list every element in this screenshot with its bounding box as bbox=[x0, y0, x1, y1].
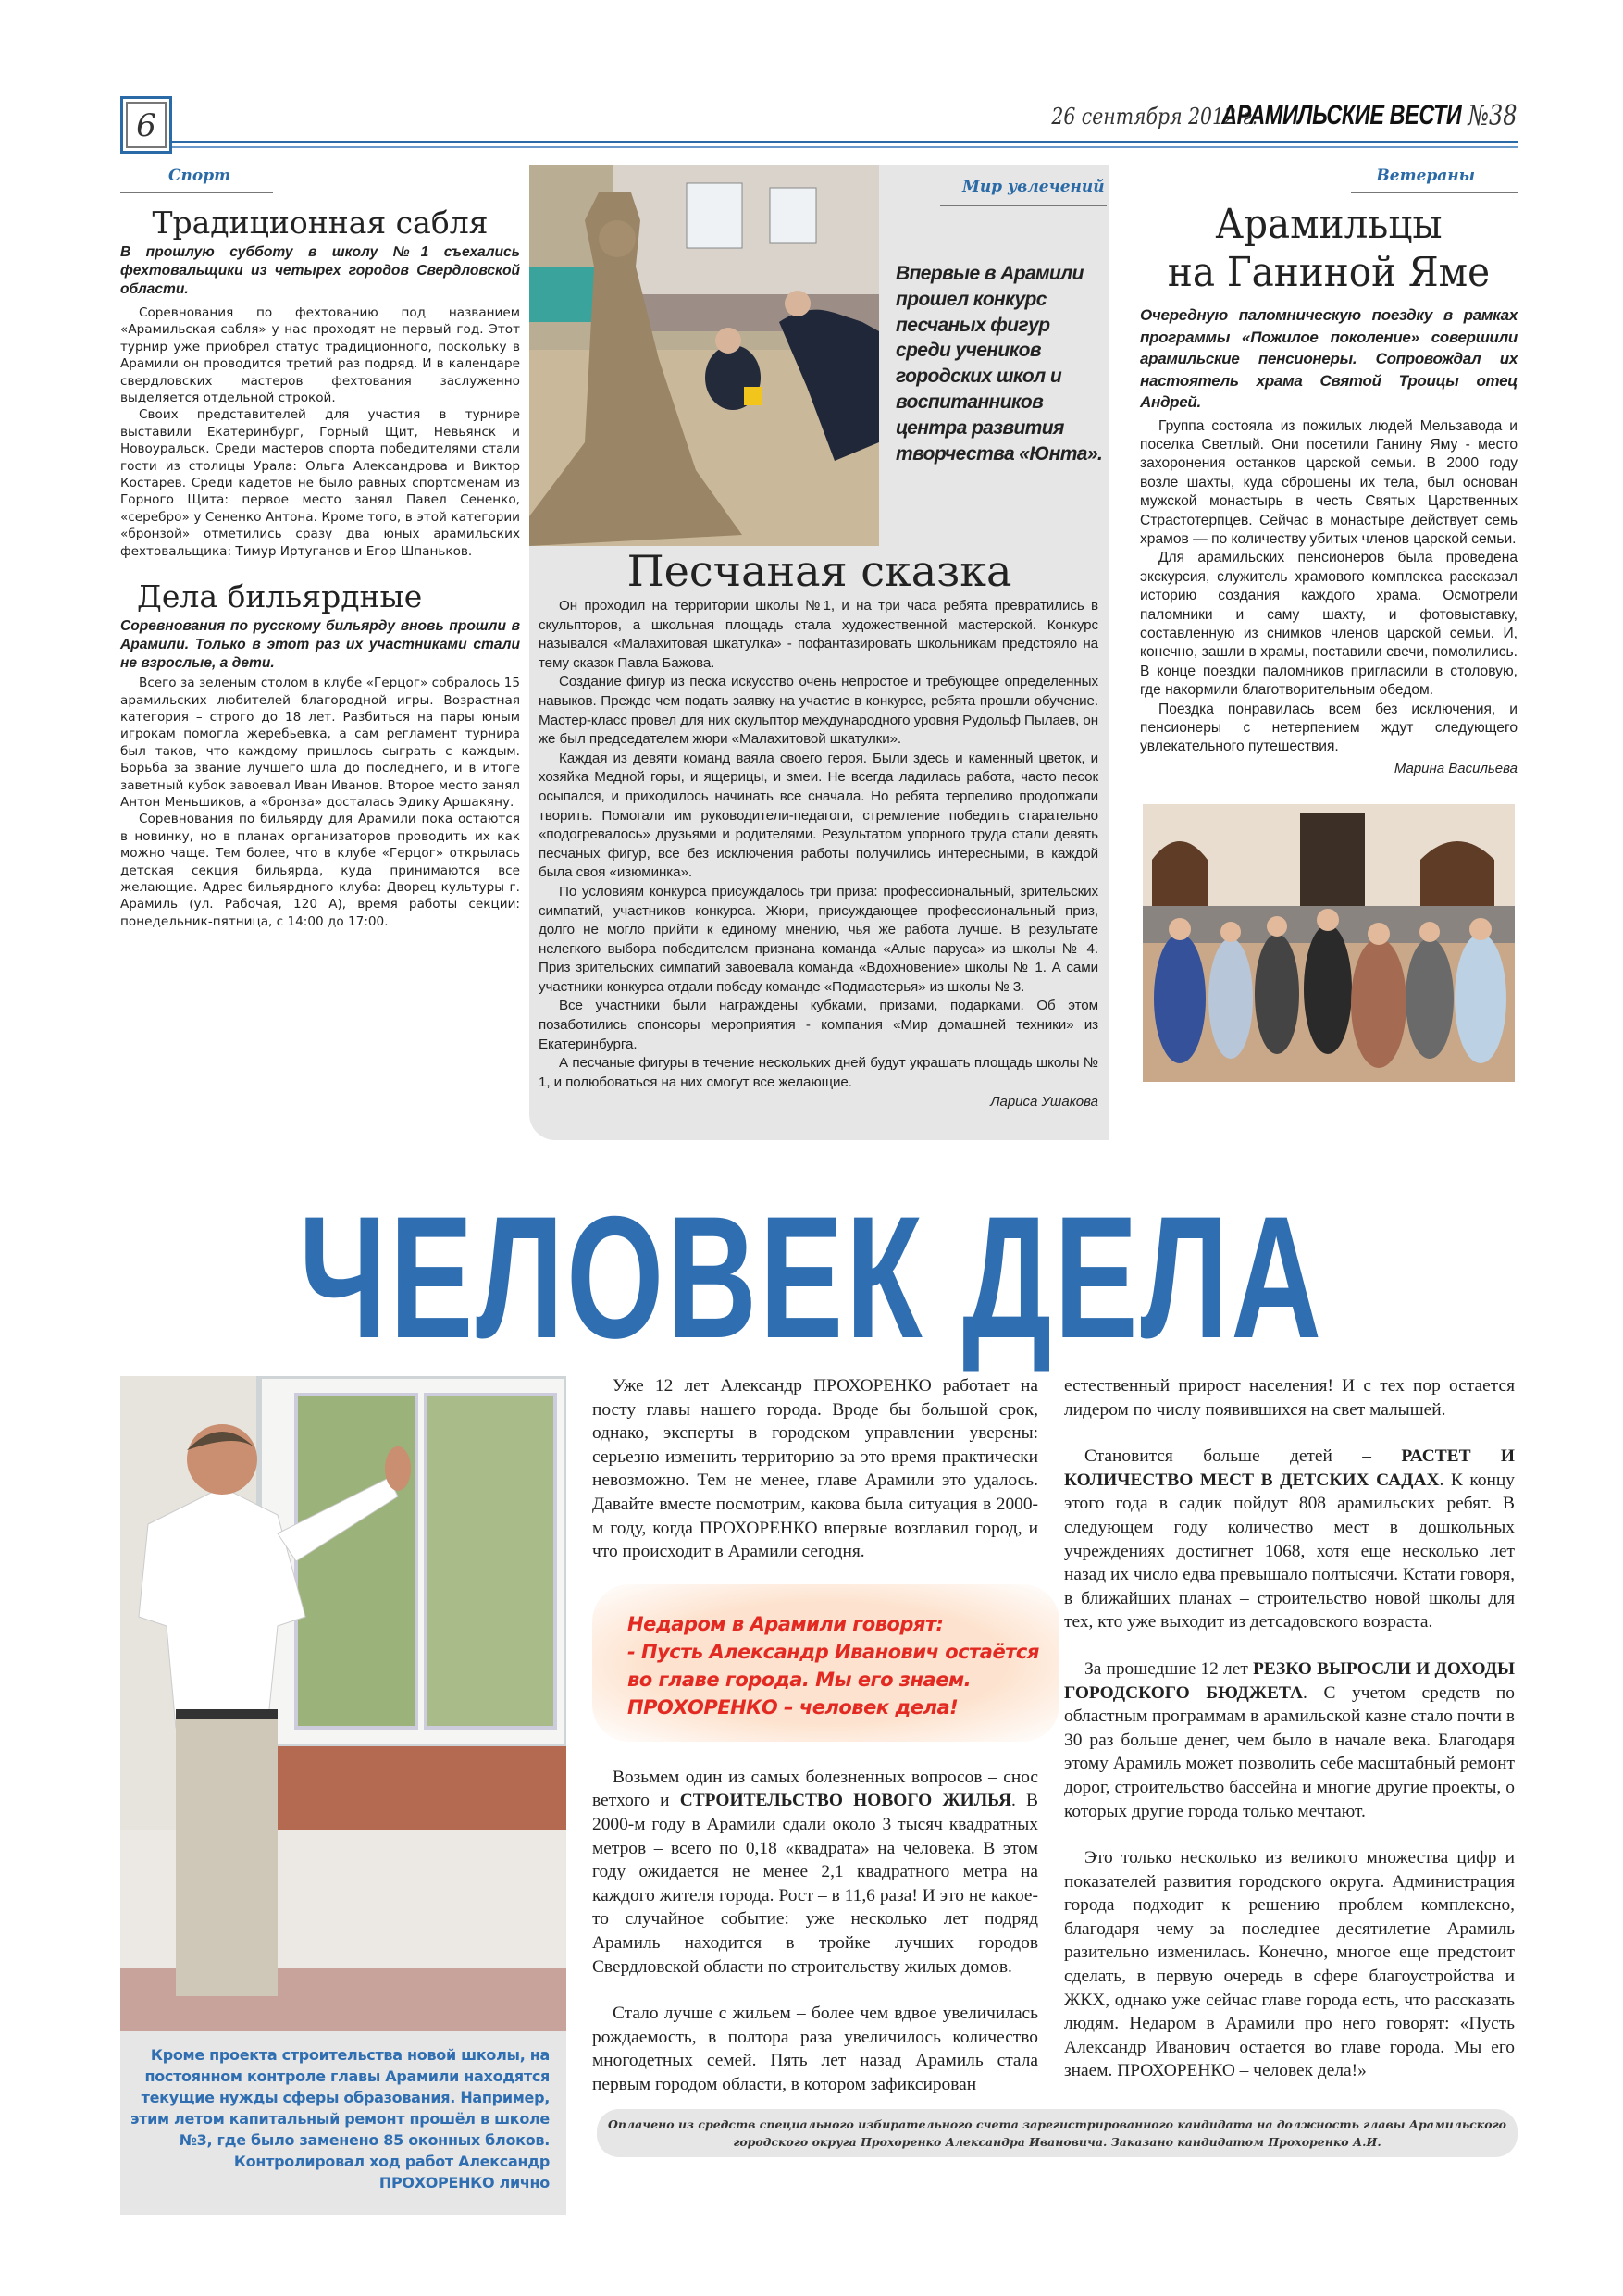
author-byline: Марина Васильева bbox=[1394, 760, 1518, 776]
author-byline: Лариса Ушакова bbox=[990, 1094, 1098, 1111]
page-number: 6 bbox=[126, 102, 167, 148]
highlight: РЕЗКО ВЫРОСЛИ И ДОХОДЫ ГОРОДСКОГО БЮДЖЕТА bbox=[1064, 1658, 1515, 1703]
notice-line: Оплачено из средств специального избирательного счета зарегистрированного кандидата на должность главы Арамильского bbox=[608, 2117, 1506, 2132]
feature-headline: ЧЕЛОВЕК ДЕЛА bbox=[299, 1180, 1324, 1374]
article-title-sand: Песчаная сказка bbox=[626, 546, 1012, 596]
highlight: РАСТЕТ И КОЛИЧЕСТВО МЕСТ В ДЕТСКИХ САДАХ bbox=[1064, 1446, 1515, 1490]
paragraph: Уже 12 лет Александр ПРОХОРЕНКО работает на посту главы нашего города. Вроде бы большой срок, однако, эксперты в городском управлении уверены: серьезно изменить территорию за это время практически невозможно. Тем не менее, главе Арамили это удалось. Давайте вместе посмотрим, какова была ситуация в 2000-м году, когда ПРОХОРЕНКО впервые возглавил город, и что происходит в Арамили сегодня. bbox=[592, 1376, 1038, 1562]
veterans-column bbox=[1140, 167, 1518, 1082]
paragraph: Своих представителей для участия в турнире выставили Екатеринбург, Горный Щит, Невьянск и Новоуральск. Среди мастеров спорта победителями стали гости из столицы Урала: Ольга Александрова и Виктор Костарев. Среди кадетов не было равных спортсменам из Горного Щита: первое место занял Павел Сененко, «серебро» у Сененко Антона. Кроме того, в этой категории «бронзой» отметились сразу два юных арамильских фехтовальщика: Тимур Иртуганов и Егор Шпаньков. bbox=[120, 407, 520, 559]
paragraph: Создание фигур из песка искусство очень непростое и требующее определенных навыков. Прежде чем подать заявку на участие в конкурсе, ребята прошли обучение. Мастер-класс провел для них скульптор международного уровня Рудольф Пылаев, он же был председателем жюри «Малахитовой шкатулки». bbox=[539, 674, 1098, 748]
paragraph: А песчаные фигуры в течение нескольких дней будут украшать площадь школы № 1, и полюбоваться на них смогут все желающие. bbox=[539, 1055, 1098, 1090]
paid-notice bbox=[597, 2109, 1518, 2157]
pilgrims-group-photo bbox=[1143, 804, 1515, 1082]
paragraph: По условиям конкурса присуждалось три приза: профессиональный, зрительских симпатий, участников конкурса. Жюри, присуждающее профессиональный приз, долго не могло прийти к единому мнению, чья же работа лучше. В результате нелегкого выбора победителем признана команда «Алые паруса» из школы № 4. Приз зрительских симпатий завоевала команда «Вдохновение» школы № 1. А сами участники конкурса отдали победу команде «Подмастерья» из школы № 3. bbox=[539, 883, 1098, 995]
feature-text bbox=[592, 1374, 1518, 2157]
quote-line: - Пусть Александр Иванович остаётся во главе города. Мы его знаем. ПРОХОРЕНКО – человек дела! bbox=[627, 1640, 1039, 1719]
pull-quote bbox=[592, 1584, 1059, 1742]
sport-column bbox=[120, 167, 520, 930]
paragraph: Соревнования по бильярду для Арамили пока остаются в новинку, но в планах организаторов проводить их как можно чаще. Тем более, что в клубе «Герцог» открылась детская секция бильярда, куда принимаются все желающие. Адрес бильярдного клуба: Дворец культуры г. Арамиль (ул. Рабочая, 120 А), время работы секции: понедельник-пятница, с 14:00 до 17:00. bbox=[120, 812, 520, 929]
issue-number: №38 bbox=[1468, 100, 1518, 132]
paragraph: За прошедшие 12 лет РЕЗКО ВЫРОСЛИ И ДОХОДЫ ГОРОДСКОГО БЮДЖЕТА. С учетом средств по областным программам в арамильской казне стало почти в 30 раз больше денег, чем было в начале века. Благодаря этому Арамиль может позволить себе масштабный ремонт дорог, строительство бассейна и многие другие проекты, о которых другие города только мечтают. bbox=[1064, 1658, 1516, 1821]
quote-line: Недаром в Арамили говорят: bbox=[627, 1612, 944, 1635]
official-portrait-photo bbox=[120, 1376, 566, 2031]
paragraph: Становится больше детей – РАСТЕТ И КОЛИЧЕСТВО МЕСТ В ДЕТСКИХ САДАХ. К концу этого года в садик пойдут 808 арамильских ребят. В следующем году количество мест в дошкольных учреждениях достигнет 1068, хотя еще несколько лет назад их число едва превышало полтысячи. Кстати говоря, в ближайших планах – строительство новой школы для тех, кто уже выходит из детсадовского возраста. bbox=[1064, 1446, 1515, 1632]
article-lead-sabre: В прошлую субботу в школу №1 съехались фехтовальщики из четырех городов Свердловской области. bbox=[120, 244, 520, 297]
rubric-veterans: Ветераны bbox=[1376, 167, 1475, 185]
paragraph: Это только несколько из великого множества цифр и показателей развития городского округа. Администрация города подходит к решению проблем комплексно, благодаря чему за последнее десятилетие Арамиль разительно изменилась. Конечно, многое еще предстоит сделать, в первую очередь в сфере благоустройства и ЖКХ, однако уже сейчас главе города есть, что рассказать людям. Недаром в Арамили про него говорят: «Пусть Александр Иванович остается во главе города. Мы его знаем. ПРОХОРЕНКО – человек дела!» bbox=[1064, 1848, 1515, 2081]
paragraph: Возьмем один из самых болезненных вопросов – снос ветхого и СТРОИТЕЛЬСТВО НОВОГО ЖИЛЬЯ. В 2000-м году в Арамили сдали около 3 тысяч квадратных метров – всего по 0,18 «квадрата» на человека. В этом году ожидается не менее 2,1 квадратного метра на каждого жителя города. Рост – в 11,6 раза! И это не какое-то случайное событие: уже несколько лет подряд Арамиль находится в тройке лучших городов Свердловской области по строительству жилых домов. bbox=[592, 1767, 1038, 1977]
paragraph: естественный прирост населения! И с тех пор остается лидером по числу появившихся на свет малышей. bbox=[1064, 1376, 1515, 1420]
paragraph: Всего за зеленым столом в клубе «Герцог» собралось 15 арамильских любителей благородной игры. Возрастная категория – строго до 18 лет. Разбиться на пары юным игрокам помогла жеребьевка, а сам регламент турнира был таков, что каждому пришлось сыграть с каждым. Борьба за звание лучшего шла до последнего, и в итоге заветный кубок завоевал Иван Иванов. Второе место занял Антон Меньшиков, а «бронза» досталась Эдику Аршакяну. bbox=[120, 676, 520, 810]
article-title-ganina bbox=[1155, 201, 1502, 297]
paragraph: Группа состояла из пожилых людей Мельзавода и поселка Светлый. Они посетили Ганину Яму - место захоронения останков царской семьи. В 2000 году возле шахты, куда сброшены их тела, был основан мужской монастырь в честь Святых Царственных Страстотерпцев. Сейчас в монастыре действует семь храмов — по количеству убитых членов царской семьи. bbox=[1140, 417, 1518, 547]
page-number-box bbox=[120, 96, 172, 154]
paragraph: Стало лучше с жильем – более чем вдвое увеличилась рождаемость, в полтора раза увеличилось количество многодетных семей. Пять лет назад Арамиль стала первым городом области, в котором зафиксирован bbox=[592, 2004, 1038, 2094]
issue-date: 26 сентября 2012 г. bbox=[1051, 104, 1258, 130]
title-line: Арамильцы bbox=[1215, 201, 1443, 248]
veterans-lead: Очередную паломническую поездку в рамках программы «Пожилое поколение» совершили арамильские пенсионеры. Сопровождал их настоятель храма Святой Троицы отец Андрей. bbox=[1140, 306, 1518, 411]
paragraph: Каждая из девяти команд ваяла своего героя. Были здесь и каменный цветок, и хозяйка Медной горы, и ящерицы, и змеи. Не всегда ладилась работа, часто песок осыпался, и приходилось начинать все сначала. Но ребята терпеливо продолжали творить. Помогали им руководители-педагоги, стремление победить старательно «подогревалось» друзьями и родителями. Результатом упорного труда стали девять песчаных фигур, все без исключения работы получились интересными, в каждой была своя «изюминка». bbox=[539, 750, 1098, 881]
hobby-body bbox=[539, 597, 1098, 1110]
feature-column-2 bbox=[1064, 1374, 1515, 2083]
newspaper-title: АРАМИЛЬСКИЕ ВЕСТИ bbox=[1220, 100, 1461, 130]
header-rule bbox=[172, 141, 1518, 148]
hobby-lead: Впервые в Арамили прошел конкурс песчаных фигур среди учеников городских школ и воспитанников центра развития творчества «Юнта». bbox=[896, 263, 1103, 465]
article-title-billiards: Дела бильярдные bbox=[137, 578, 423, 615]
rubric-rule bbox=[940, 205, 1107, 206]
feature-section bbox=[0, 1180, 1623, 2221]
rubric-rule bbox=[120, 192, 273, 193]
paragraph: Соревнования по фехтованию под названием «Арамильская сабля» у нас проходят не первый год. Этот турнир уже приобрел статус традиционного, поскольку в Арамили он проводится третий раз подряд. И в календаре свердловских мастеров фехтования заслуженно выделяется отдельной строкой. bbox=[120, 305, 520, 406]
rubric-rule bbox=[1351, 192, 1518, 193]
article-title-sabre: Традиционная сабля bbox=[152, 205, 489, 241]
photo-caption: Кроме проекта строительства новой школы, на постоянном контроле главы Арамили находятся текущие нужды сферы образования. Например, этим летом капитальный ремонт прошёл в школе №3, где было заменено 85 оконных блоков. Контролировал ход работ Александр ПРОХОРЕНКО лично bbox=[120, 2031, 566, 2215]
rubric-sport: Спорт bbox=[168, 167, 231, 185]
hobby-panel bbox=[529, 165, 1109, 1140]
paragraph: Он проходил на территории школы №1, и на три часа ребята превратились в скульпторов, а школьная площадь стала художественной мастерской. Конкурс назывался «Малахитовая шкатулка» - пофантазировать школьникам предстояло на тему сказок Павла Бажова. bbox=[539, 598, 1098, 671]
paragraph: Для арамильских пенсионеров была проведена экскурсия, служитель храмового комплекса рассказал историю создания каждого храма. Осмотрели паломники и саму шахту, и фотовыставку, составленную из снимков членов царской семьи. И, конечно, зашли в храмы, поставили свечи, помолились. В конце поездки паломников пригласили в столовую, где накормили благотворительным обедом. bbox=[1140, 550, 1518, 699]
article-lead-billiards: Соревнования по русскому бильярду вновь прошли в Арамили. Только в этот раз их участниками стали не взрослые, а дети. bbox=[120, 618, 520, 672]
rubric-hobby: Мир увлечений bbox=[962, 178, 1105, 196]
paragraph: Поездка понравилась всем без исключения, и пенсионеры с нетерпением ждут следующего увлекательного путешествия. bbox=[1140, 701, 1518, 755]
notice-line: городского округа Прохоренко Александра Ивановича. Заказано кандидатом Прохоренко А.И. bbox=[733, 2135, 1381, 2150]
paragraph: Все участники были награждены кубками, призами, подарками. Об этом позаботились спонсоры мероприятия - компания «Мир домашней техники» из Екатеринбурга. bbox=[539, 998, 1098, 1052]
highlight: СТРОИТЕЛЬСТВО НОВОГО ЖИЛЬЯ bbox=[679, 1791, 1011, 1811]
feature-column-1 bbox=[592, 1374, 1038, 2096]
title-line: на Ганиной Яме bbox=[1167, 249, 1491, 296]
sand-sculpture-photo bbox=[529, 165, 879, 546]
